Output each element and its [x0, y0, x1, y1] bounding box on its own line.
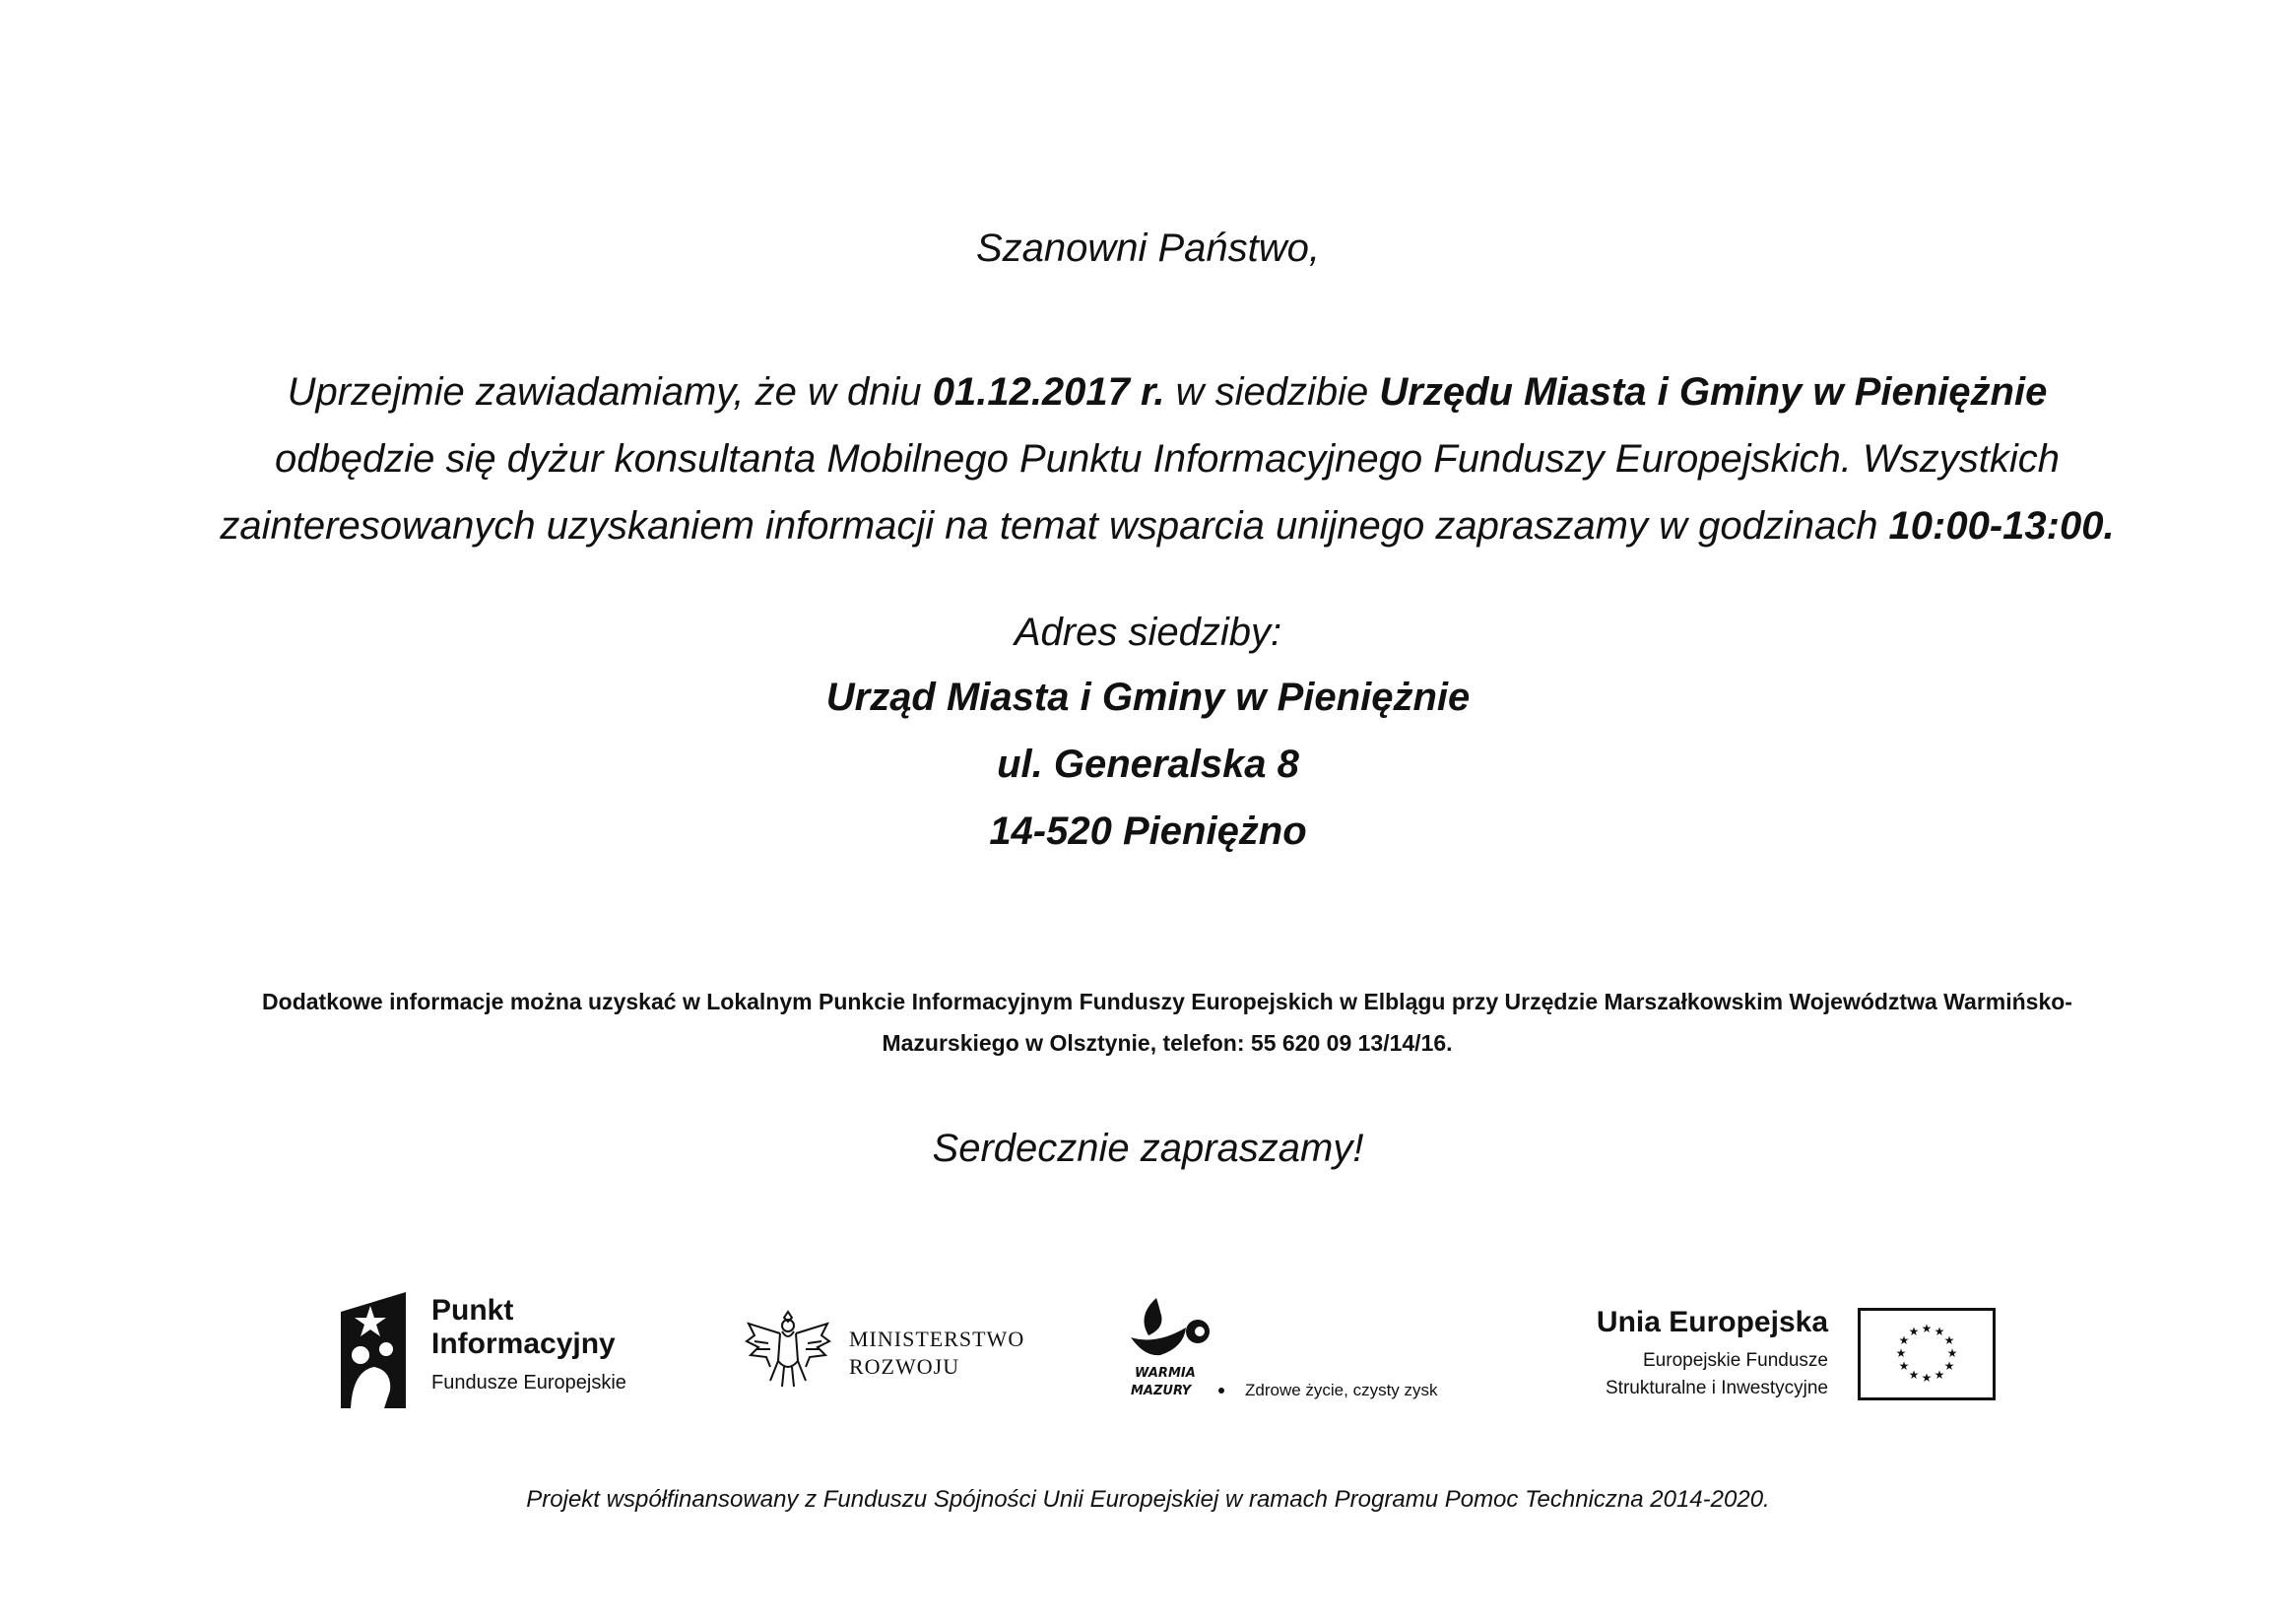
punkt-informacyjny-logo — [341, 1292, 676, 1410]
punkt-title-line1: Punkt — [431, 1294, 514, 1327]
svg-text:★: ★ — [1934, 1368, 1945, 1382]
svg-text:★: ★ — [1895, 1346, 1907, 1360]
eu-subtitle-1: Europejskie Fundusze — [1643, 1350, 1828, 1371]
eu-subtitle-2: Strukturalne i Inwestycyjne — [1606, 1378, 1828, 1398]
warmia-mark-text-1: WARMIA — [1135, 1366, 1196, 1381]
svg-text:★: ★ — [1934, 1325, 1945, 1338]
event-hours: 10:00-13:00. — [1888, 504, 2115, 548]
svg-text:★: ★ — [1898, 1359, 1910, 1373]
eu-stars-icon — [1861, 1311, 1993, 1397]
svg-text:★: ★ — [1943, 1333, 1955, 1347]
ministerstwo-text — [849, 1326, 1024, 1381]
eu-title: Unia Europejska — [1596, 1306, 1828, 1338]
svg-text:★: ★ — [1946, 1346, 1958, 1360]
svg-text:★: ★ — [1921, 1371, 1933, 1385]
punkt-title — [431, 1294, 616, 1361]
closing: Serdecznie zapraszamy! — [932, 1127, 1364, 1170]
punkt-informacyjny-icon — [341, 1292, 406, 1408]
office-name: Urzędu Miasta i Gminy w Pieniężnie — [1379, 370, 2048, 414]
event-date: 01.12.2017 r. — [932, 370, 1165, 414]
eu-flag-icon — [1858, 1308, 1996, 1400]
warmia-slogan: Zdrowe życie, czysty zysk — [1245, 1381, 1438, 1399]
address-city: 14-520 Pieniężno — [989, 810, 1307, 853]
warmia-mazury-logo — [1127, 1298, 1501, 1406]
svg-text:★: ★ — [1898, 1333, 1910, 1347]
svg-text:★: ★ — [1943, 1359, 1955, 1373]
ministerstwo-line2: ROZWOJU — [849, 1354, 960, 1379]
announcement-paragraph — [217, 358, 2118, 559]
greeting: Szanowni Państwo, — [975, 227, 1321, 270]
footer-note: Projekt współfinansowany z Funduszu Spójności Unii Europejskiej w ramach Programu Pomoc Techniczna 2014-2020. — [526, 1486, 1770, 1513]
svg-text:★: ★ — [1908, 1368, 1920, 1382]
punkt-title-line2: Informacyjny — [431, 1328, 616, 1360]
punkt-subtitle: Fundusze Europejskie — [431, 1372, 626, 1394]
extra-info: Dodatkowe informacje można uzyskać w Lokalnym Punkcie Informacyjnym Funduszy Europejskich w Elblągu przy Urzędzie Marszałkowskim Województwa Warmińsko-Mazurskiego w Olsztynie, telefon: 55 620 09 13/14/16. — [262, 989, 2072, 1056]
address-street: ul. Generalska 8 — [997, 743, 1299, 786]
warmia-mark-text-2: MAZURY — [1131, 1384, 1192, 1398]
address-label: Adres siedziby: — [1014, 611, 1282, 654]
ministerstwo-logo — [741, 1302, 1056, 1400]
body-text-2: w siedzibie — [1164, 370, 1380, 414]
body-text-3: odbędzie się dyżur konsultanta Mobilnego Punktu Informacyjnego Funduszy Europejskich. Wszystkich zainteresowanych uzyskaniem informacji na temat wsparcia unijnego zapraszamy w godzinach — [220, 437, 2061, 548]
unia-europejska-logo — [1533, 1306, 1996, 1404]
polish-eagle-icon — [741, 1302, 835, 1396]
body-text-1: Uprzejmie zawiadamiamy, że w dniu — [287, 370, 933, 414]
svg-text:★: ★ — [1921, 1322, 1933, 1335]
address-name: Urząd Miasta i Gminy w Pieniężnie — [825, 676, 1471, 719]
ministerstwo-line1: MINISTERSTWO — [849, 1327, 1025, 1351]
svg-text:★: ★ — [1908, 1325, 1920, 1338]
warmia-mazury-icon — [1127, 1298, 1235, 1404]
